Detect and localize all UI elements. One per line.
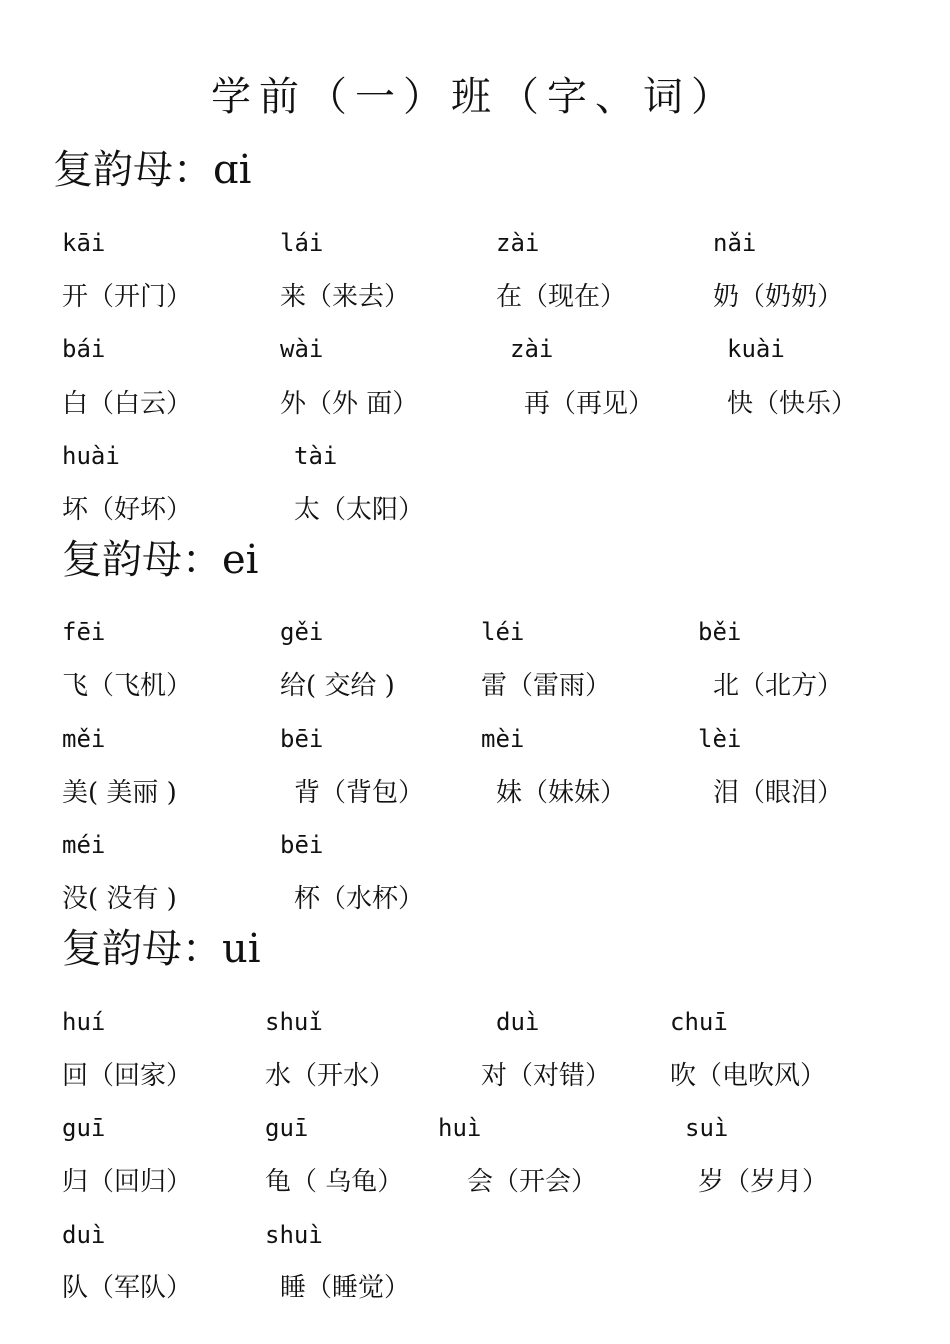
pinyin-label: shuǐ (265, 1008, 323, 1036)
character-word: 北（北方） (713, 671, 844, 701)
pinyin-label: lèi (698, 725, 742, 753)
pinyin-label: guī (265, 1114, 309, 1142)
character-word: 太（太阳） (294, 495, 425, 525)
pinyin-label: wài (280, 335, 324, 363)
character-word: 泪（眼泪） (713, 778, 844, 808)
character-word: 龟（ 乌龟） (265, 1167, 404, 1197)
character-word: 吹（电吹风） (670, 1061, 827, 1091)
character-word: 飞（飞机） (62, 671, 193, 701)
pinyin-label: měi (62, 725, 106, 753)
pinyin-label: duì (496, 1008, 540, 1036)
character-word: 睡（睡觉） (280, 1273, 411, 1303)
character-word: 奶（奶奶） (713, 282, 844, 312)
pinyin-label: chuī (670, 1008, 728, 1036)
pinyin-label: bēi (280, 725, 324, 753)
pinyin-label: huí (62, 1008, 106, 1036)
character-word: 回（回家） (62, 1061, 193, 1091)
character-word: 在（现在） (496, 282, 627, 312)
character-word: 美( 美丽 ) (62, 778, 177, 808)
pinyin-label: huài (62, 442, 120, 470)
character-word: 白（白云） (62, 389, 193, 419)
character-word: 雷（雷雨） (481, 671, 612, 701)
section-heading: 复韵母：ɑi (53, 147, 252, 193)
character-word: 外（外 面） (280, 389, 419, 419)
pinyin-label: duì (62, 1221, 106, 1249)
character-word: 水（开水） (265, 1061, 396, 1091)
pinyin-label: bái (62, 335, 106, 363)
page-title: 学前（一）班（字、词） (211, 74, 739, 120)
character-word: 队（军队） (62, 1273, 193, 1303)
character-word: 岁（岁月） (698, 1167, 829, 1197)
section-heading: 复韵母：ei (62, 537, 259, 583)
pinyin-label: gěi (280, 618, 324, 646)
character-word: 开（开门） (62, 282, 193, 312)
character-word: 没( 没有 ) (62, 884, 177, 914)
pinyin-label: shuì (265, 1221, 323, 1249)
character-word: 给( 交给 ) (280, 671, 395, 701)
character-word: 对（对错） (481, 1061, 612, 1091)
character-word: 背（背包） (294, 778, 425, 808)
pinyin-label: mèi (481, 725, 525, 753)
pinyin-label: zài (510, 335, 554, 363)
pinyin-label: tài (294, 442, 338, 470)
character-word: 杯（水杯） (294, 884, 425, 914)
character-word: 归（回归） (62, 1167, 193, 1197)
character-word: 会（开会） (467, 1167, 598, 1197)
character-word: 再（再见） (524, 389, 655, 419)
pinyin-label: zài (496, 229, 540, 257)
pinyin-label: běi (698, 618, 742, 646)
pinyin-label: lái (280, 229, 324, 257)
pinyin-label: fēi (62, 618, 106, 646)
pinyin-label: nǎi (713, 229, 757, 257)
pinyin-label: huì (438, 1114, 482, 1142)
pinyin-label: kuài (727, 335, 785, 363)
pinyin-label: méi (62, 831, 106, 859)
pinyin-label: suì (685, 1114, 729, 1142)
pinyin-label: léi (481, 618, 525, 646)
character-word: 坏（好坏） (62, 495, 193, 525)
section-heading: 复韵母：ui (62, 926, 261, 972)
pinyin-label: bēi (280, 831, 324, 859)
character-word: 来（来去） (280, 282, 411, 312)
pinyin-label: guī (62, 1114, 106, 1142)
pinyin-label: kāi (62, 229, 106, 257)
character-word: 快（快乐） (727, 389, 858, 419)
character-word: 妹（妹妹） (496, 778, 627, 808)
